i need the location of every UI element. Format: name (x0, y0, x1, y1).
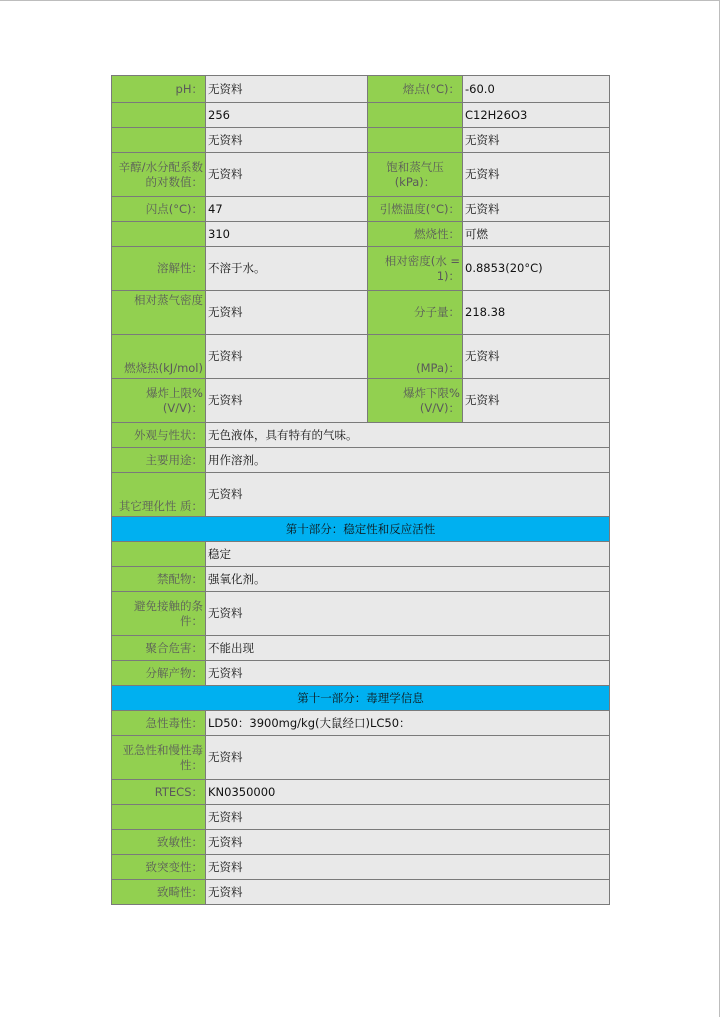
property-label (112, 222, 206, 247)
table-row (112, 880, 610, 905)
property-label (368, 128, 463, 153)
property-value: 310 (206, 222, 368, 247)
property-label (112, 103, 206, 128)
lower-explosive-limit-value: 无资料 (463, 379, 610, 423)
table-row (112, 855, 610, 880)
teratogenicity-label: 致畸性： (112, 880, 206, 905)
upper-explosive-limit-label: 爆炸上限%(V/V)： (112, 379, 206, 423)
table-row (112, 736, 610, 780)
table-row (112, 567, 610, 592)
incompatible-materials-label: 禁配物： (112, 567, 206, 592)
vapor-density-value: 无资料 (206, 291, 368, 335)
rtecs-label: RTECS： (112, 780, 206, 805)
appearance-label: 外观与性状： (112, 423, 206, 448)
table-row (112, 780, 610, 805)
melting-point-label: 熔点(°C)： (368, 76, 463, 103)
solubility-value: 不溶于水。 (206, 247, 368, 291)
conditions-to-avoid-label: 避免接触的条件： (112, 592, 206, 636)
table-row (112, 542, 610, 567)
table-row (112, 448, 610, 473)
property-value: 256 (206, 103, 368, 128)
molecular-weight-value: 218.38 (463, 291, 610, 335)
rtecs-value: KN0350000 (206, 780, 610, 805)
partition-coefficient-value: 无资料 (206, 153, 368, 197)
appearance-value: 无色液体，具有特有的气味。 (206, 423, 610, 448)
upper-explosive-limit-value: 无资料 (206, 379, 368, 423)
lower-explosive-limit-label: 爆炸下限%(V/V)： (368, 379, 463, 423)
table-row (112, 805, 610, 830)
flash-point-label: 闪点(°C)： (112, 197, 206, 222)
table-row (112, 76, 610, 103)
other-properties-label: 其它理化性 质： (112, 473, 206, 517)
melting-point-value: -60.0 (463, 76, 610, 103)
property-value: 无资料 (206, 128, 368, 153)
vapor-pressure-value: 无资料 (463, 153, 610, 197)
table-row (112, 291, 610, 335)
solubility-label: 溶解性： (112, 247, 206, 291)
flash-point-value: 47 (206, 197, 368, 222)
table-row (112, 379, 610, 423)
polymerization-hazard-label: 聚合危害： (112, 636, 206, 661)
conditions-to-avoid-value: 无资料 (206, 592, 610, 636)
ph-label: pH： (112, 76, 206, 103)
table-row (112, 128, 610, 153)
page-edge-top (0, 0, 719, 1)
teratogenicity-value: 无资料 (206, 880, 610, 905)
table-row (112, 335, 610, 379)
flammability-label: 燃烧性： (368, 222, 463, 247)
chronic-toxicity-value: 无资料 (206, 736, 610, 780)
toxicity-value: 无资料 (206, 805, 610, 830)
table-row (112, 153, 610, 197)
section-11-title: 第十一部分：毒理学信息 (112, 686, 610, 711)
flammability-value: 可燃 (463, 222, 610, 247)
relative-density-value: 0.8853(20°C) (463, 247, 610, 291)
main-use-value: 用作溶剂。 (206, 448, 610, 473)
section-header (112, 686, 610, 711)
toxicity-label (112, 805, 206, 830)
table-row (112, 103, 610, 128)
table-row (112, 830, 610, 855)
main-use-label: 主要用途： (112, 448, 206, 473)
ignition-temperature-label: 引燃温度(°C)： (368, 197, 463, 222)
partition-coefficient-label: 辛醇/水分配系数的对数值： (112, 153, 206, 197)
mutagenicity-label: 致突变性： (112, 855, 206, 880)
ph-value: 无资料 (206, 76, 368, 103)
table-row (112, 711, 610, 736)
heat-of-combustion-label: 燃烧热(kJ/mol) (112, 335, 206, 379)
decomposition-products-label: 分解产物： (112, 661, 206, 686)
heat-of-combustion-value: 无资料 (206, 335, 368, 379)
critical-pressure-label: (MPa)： (368, 335, 463, 379)
table-row (112, 636, 610, 661)
property-value: 无资料 (463, 128, 610, 153)
ignition-temperature-value: 无资料 (463, 197, 610, 222)
physchem-properties-table (111, 75, 610, 905)
property-label (368, 103, 463, 128)
sensitization-value: 无资料 (206, 830, 610, 855)
section-10-title: 第十部分：稳定性和反应活性 (112, 517, 610, 542)
stability-value: 稳定 (206, 542, 610, 567)
chronic-toxicity-label: 亚急性和慢性毒性： (112, 736, 206, 780)
table-row (112, 592, 610, 636)
table-row (112, 473, 610, 517)
acute-toxicity-label: 急性毒性： (112, 711, 206, 736)
property-label (112, 128, 206, 153)
critical-pressure-value: 无资料 (463, 335, 610, 379)
polymerization-hazard-value: 不能出现 (206, 636, 610, 661)
other-properties-value: 无资料 (206, 473, 610, 517)
stability-label (112, 542, 206, 567)
molecular-formula-value: C12H26O3 (463, 103, 610, 128)
vapor-density-label: 相对蒸气密度 (112, 291, 206, 335)
table-row (112, 247, 610, 291)
table-row (112, 661, 610, 686)
incompatible-materials-value: 强氧化剂。 (206, 567, 610, 592)
table-row (112, 222, 610, 247)
relative-density-label: 相对密度(水 = 1)： (368, 247, 463, 291)
acute-toxicity-value: LD50：3900mg/kg(大鼠经口)LC50： (206, 711, 610, 736)
table-row (112, 423, 610, 448)
vapor-pressure-label: 饱和蒸气压(kPa)： (368, 153, 463, 197)
molecular-weight-label: 分子量： (368, 291, 463, 335)
mutagenicity-value: 无资料 (206, 855, 610, 880)
decomposition-products-value: 无资料 (206, 661, 610, 686)
section-header (112, 517, 610, 542)
sensitization-label: 致敏性： (112, 830, 206, 855)
table-row (112, 197, 610, 222)
